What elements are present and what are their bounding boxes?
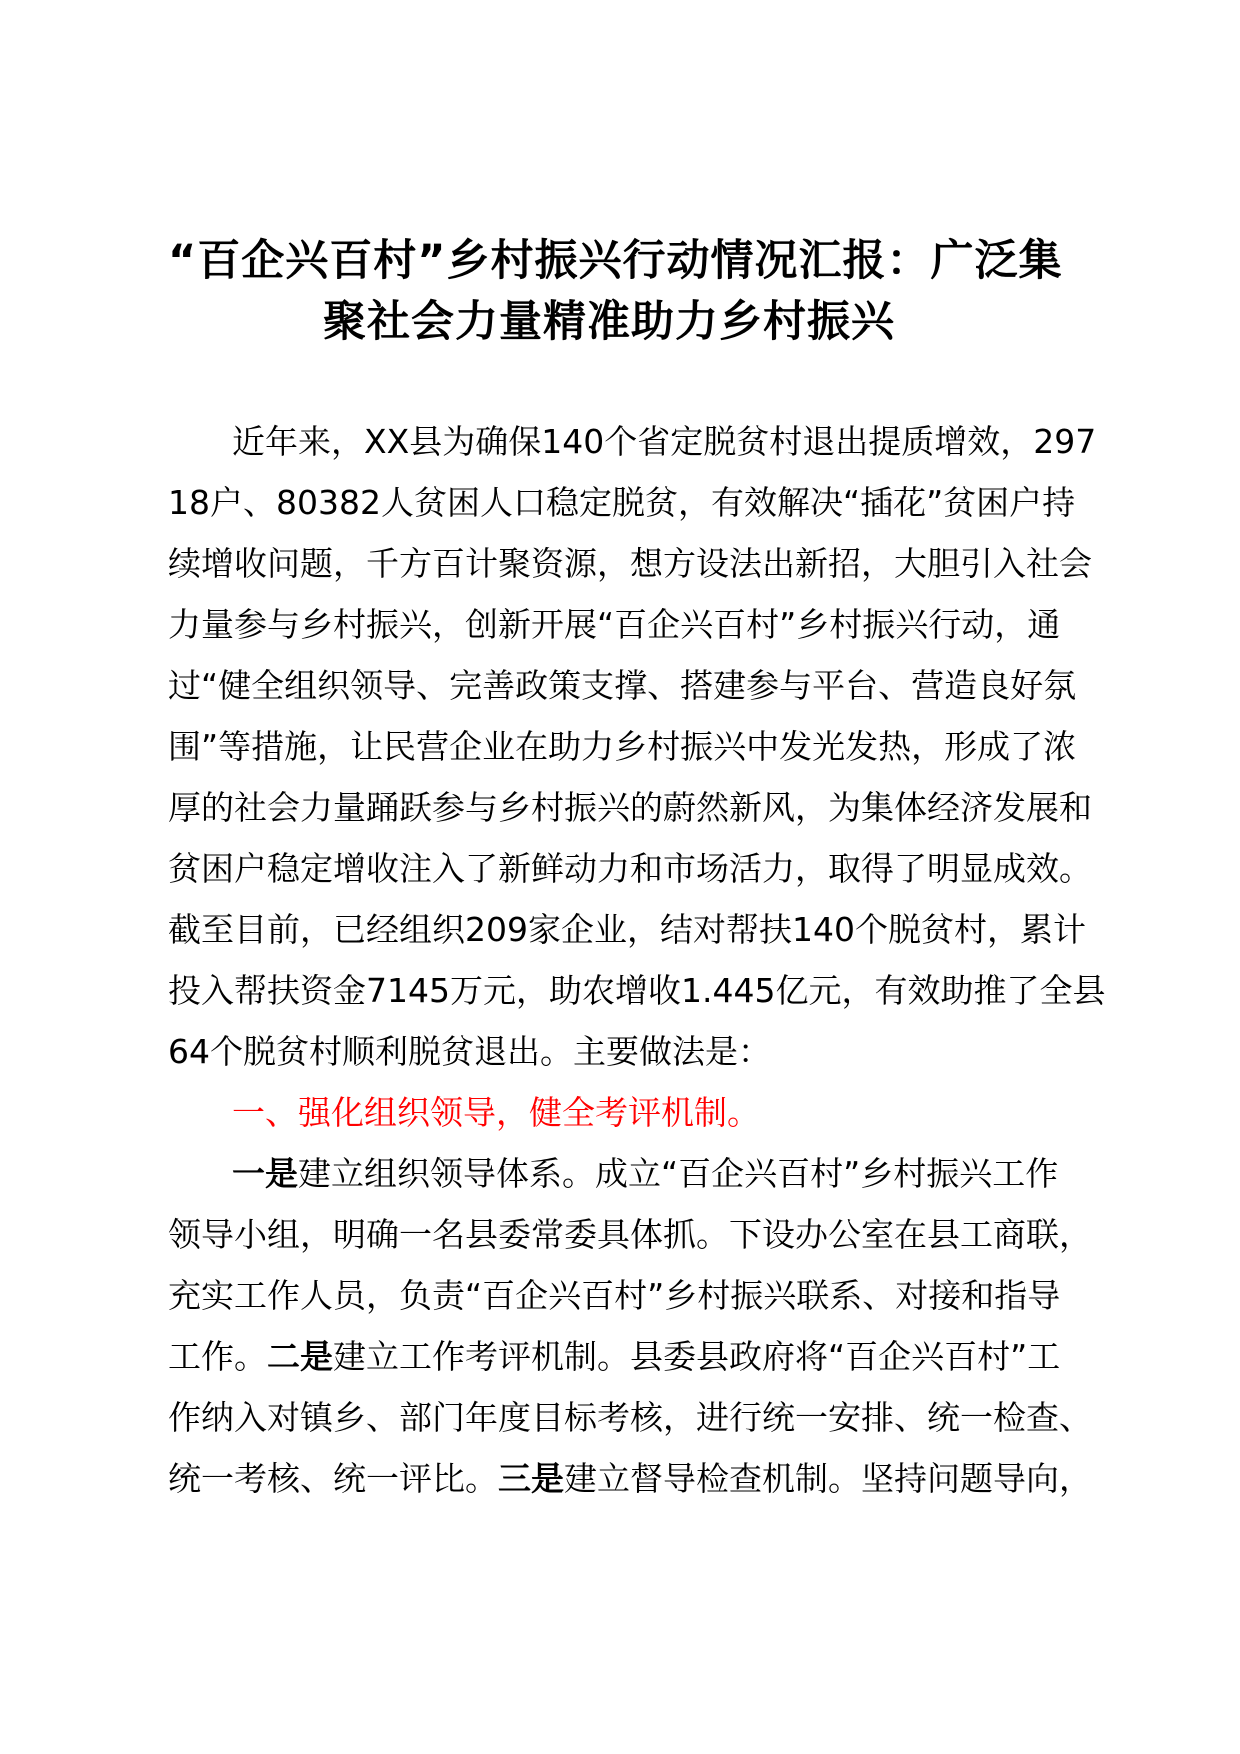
intro-line-6: 围”等措施，让民营企业在助力乡村振兴中发光发热，形成了浓 — [168, 727, 1077, 766]
section-line-6 — [168, 1457, 1092, 1501]
intro-line-3: 续增收问题，千方百计聚资源，想方设法出新招，大胆引入社会 — [168, 544, 1092, 583]
section-line-lead: 二是 — [267, 1337, 333, 1376]
section-line-text: 建立组织领导体系。成立“百企兴百村”乡村振兴工作 — [298, 1154, 1059, 1193]
section-line-lead: 三是 — [498, 1459, 564, 1498]
intro-line-8: 贫困户稳定增收注入了新鲜动力和市场活力，取得了明显成效。 — [168, 849, 1092, 888]
section-line-lead: 一是 — [232, 1154, 298, 1193]
intro-line-7: 厚的社会力量踊跃参与乡村振兴的蔚然新风，为集体经济发展和 — [168, 788, 1092, 827]
section-line-3: 充实工作人员，负责“百企兴百村”乡村振兴联系、对接和指导 — [168, 1276, 1061, 1315]
intro-line-9: 截至目前，已经组织209家企业，结对帮扶140个脱贫村，累计 — [168, 910, 1086, 949]
intro-line-4: 力量参与乡村振兴，创新开展“百企兴百村”乡村振兴行动，通 — [168, 605, 1061, 644]
section-line-1 — [232, 1152, 1058, 1196]
intro-line-10: 投入帮扶资金7145万元，助农增收1.445亿元，有效助推了全县 — [168, 971, 1106, 1010]
intro-line-2: 18户、80382人贫困人口稳定脱贫，有效解决“插花”贫困户持 — [168, 483, 1076, 522]
section-line-pre: 工作。 — [168, 1337, 267, 1376]
section-line-pre: 统一考核、统一评比。 — [168, 1459, 498, 1498]
section-line-text: 建立工作考评机制。县委县政府将“百企兴百村”工 — [333, 1337, 1061, 1376]
intro-line-1: 近年来，XX县为确保140个省定脱贫村退出提质增效，297 — [232, 422, 1097, 461]
section-line-2: 领导小组，明确一名县委常委具体抓。下设办公室在县工商联， — [168, 1215, 1092, 1254]
section-line-5: 作纳入对镇乡、部门年度目标考核，进行统一安排、统一检查、 — [168, 1398, 1092, 1437]
intro-line-5: 过“健全组织领导、完善政策支撑、搭建参与平台、营造良好氛 — [168, 666, 1077, 705]
section-line-4 — [168, 1335, 1060, 1379]
section-heading: 一、强化组织领导，健全考评机制。 — [232, 1093, 760, 1132]
section-line-text: 建立督导检查机制。坚持问题导向， — [564, 1459, 1092, 1498]
document-title-line-1: “百企兴百村”乡村振兴行动情况汇报：广泛集 — [168, 236, 1063, 286]
document-title-line-2: 聚社会力量精准助力乡村振兴 — [323, 297, 895, 347]
intro-line-11: 64个脱贫村顺利脱贫退出。主要做法是： — [168, 1032, 771, 1071]
